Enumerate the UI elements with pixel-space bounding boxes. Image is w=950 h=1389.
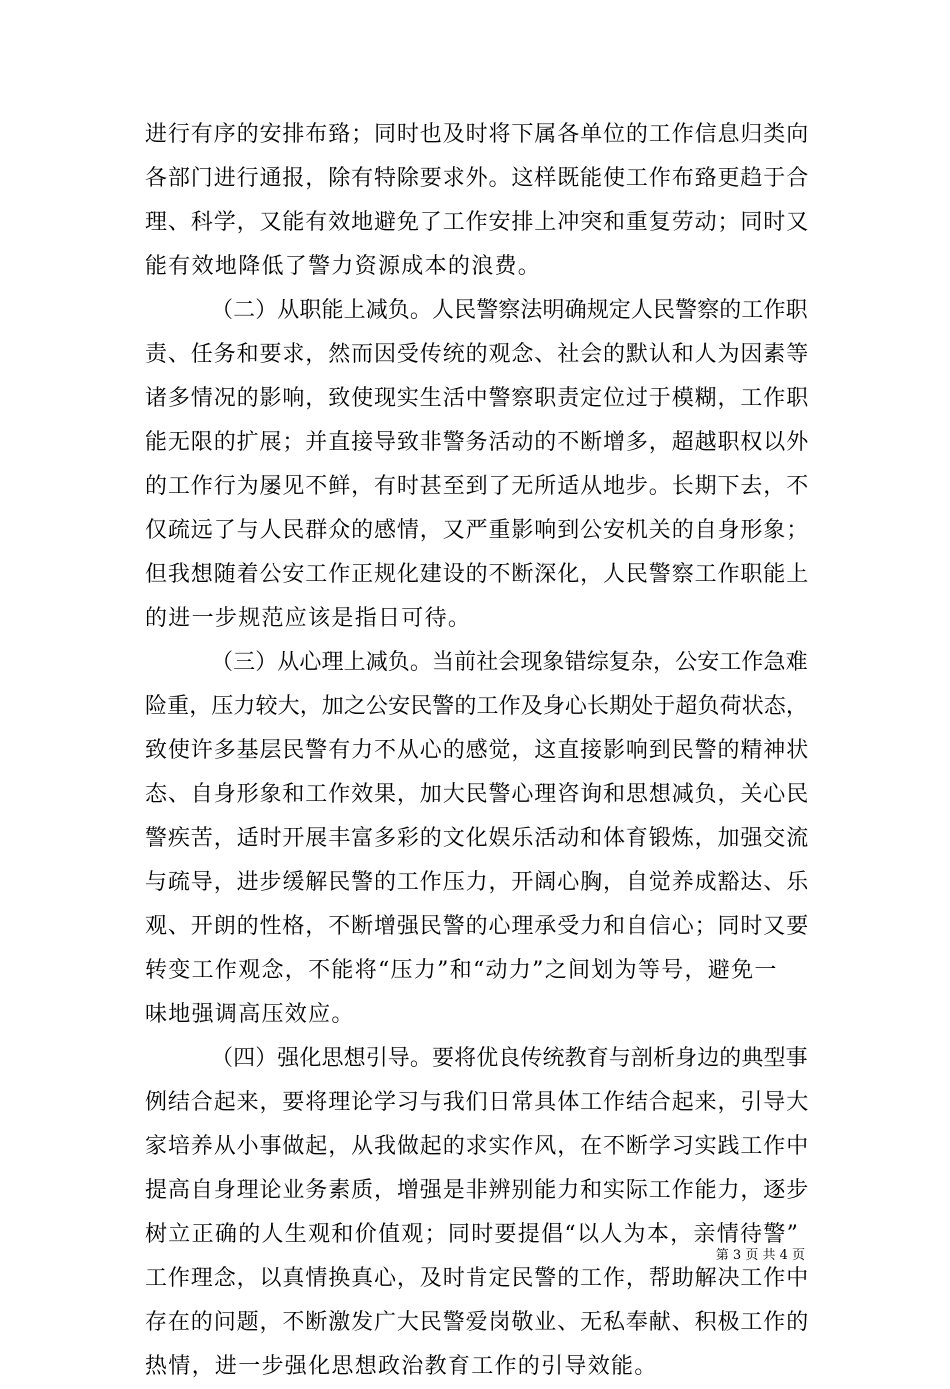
text-line: 但我想随着公安工作正规化建设的不断深化，人民警察工作职能上 <box>145 562 810 587</box>
paragraph-first-line: （三）从心理上减负。当前社会现象错综复杂，公安工作急难 <box>211 650 808 675</box>
text-line: 态、自身形象和工作效果，加大民警心理咨询和思想减负，关心民 <box>145 782 810 807</box>
text-line: 工作理念，以真情换真心，及时肯定民警的工作，帮助解决工作中 <box>145 1266 810 1291</box>
text-line: 味地强调高压效应。 <box>145 1002 355 1027</box>
text-line: 存在的问题，不断激发广大民警爱岗敬业、无私奉献、积极工作的 <box>145 1310 810 1335</box>
document-body <box>145 113 810 1389</box>
text-line: 仅疏远了与人民群众的感情，又严重影响到公安机关的自身形象； <box>145 518 810 543</box>
text-line: 各部门进行通报，除有特除要求外。这样既能使工作布臵更趋于合 <box>145 166 810 191</box>
text-line: 提高自身理论业务素质，增强是非辨别能力和实际工作能力，逐步 <box>145 1178 810 1203</box>
text-line: 致使许多基层民警有力不从心的感觉，这直接影响到民警的精神状 <box>145 738 810 763</box>
text-line: 责、任务和要求，然而因受传统的观念、社会的默认和人为因素等 <box>145 342 810 367</box>
text-line: 家培养从小事做起，从我做起的求实作风，在不断学习实践工作中 <box>145 1134 810 1159</box>
text-line: 的进一步规范应该是指日可待。 <box>145 606 472 631</box>
text-line: 树立正确的人生观和价值观；同时要提倡“以人为本，亲情待警” <box>145 1222 800 1247</box>
text-line: 热情，进一步强化思想政治教育工作的引导效能。 <box>145 1354 658 1379</box>
paragraph-first-line: （四）强化思想引导。要将优良传统教育与剖析身边的典型事 <box>211 1046 808 1071</box>
text-line: 险重，压力较大，加之公安民警的工作及身心长期处于超负荷状态， <box>145 694 809 719</box>
paragraph-first-line: （二）从职能上减负。人民警察法明确规定人民警察的工作职 <box>211 298 808 323</box>
text-line: 能有效地降低了警力资源成本的浪费。 <box>145 254 542 279</box>
text-line: 理、科学，又能有效地避免了工作安排上冲突和重复劳动；同时又 <box>145 210 810 235</box>
text-line: 与疏导，进步缓解民警的工作压力，开阔心胸，自觉养成豁达、乐 <box>145 870 810 895</box>
text-line: 例结合起来，要将理论学习与我们日常具体工作结合起来，引导大 <box>145 1090 810 1115</box>
text-line: 观、开朗的性格，不断增强民警的心理承受力和自信心；同时又要 <box>145 914 810 939</box>
text-line: 诸多情况的影响，致使现实生活中警察职责定位过于模糊，工作职 <box>145 386 810 411</box>
text-line: 进行有序的安排布臵；同时也及时将下属各单位的工作信息归类向 <box>145 122 810 147</box>
text-line: 的工作行为屡见不鲜，有时甚至到了无所适从地步。长期下去，不 <box>145 474 810 499</box>
text-line: 警疾苦，适时开展丰富多彩的文化娱乐活动和体育锻炼，加强交流 <box>145 826 810 851</box>
page-number: 第 3 页 共 4 页 <box>715 1248 805 1263</box>
text-line: 能无限的扩展；并直接导致非警务活动的不断增多，超越职权以外 <box>145 430 810 455</box>
text-line: 转变工作观念，不能将“压力”和“动力”之间划为等号，避免一 <box>145 958 778 983</box>
